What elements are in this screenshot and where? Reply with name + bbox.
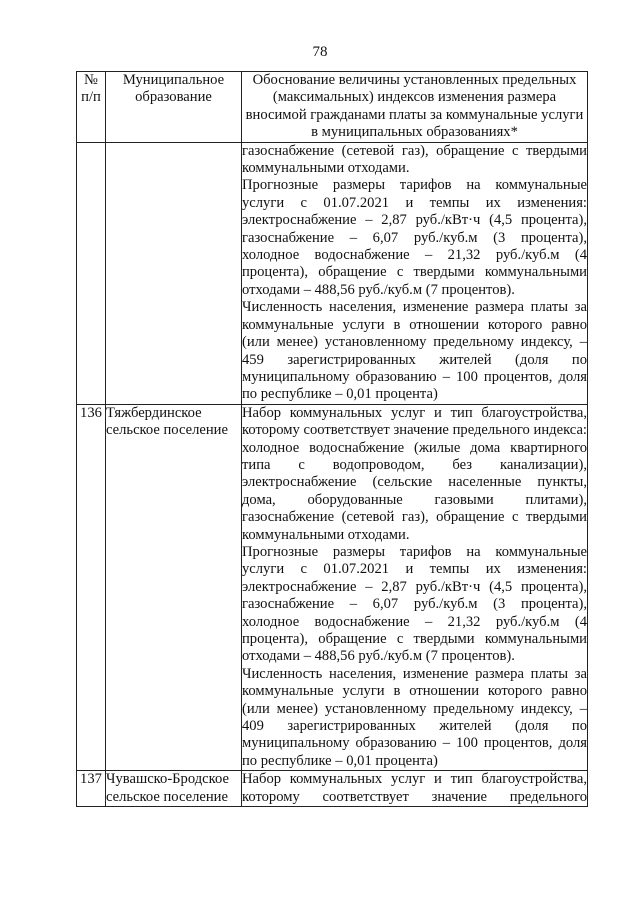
reason-paragraph: газоснабжение (сетевой газ), обращение с твердыми коммунальными отходами. [242, 142, 587, 177]
table-row [77, 404, 588, 771]
table-header-row [77, 72, 588, 143]
row-num: 136 [77, 404, 106, 771]
row-num [77, 142, 106, 404]
table-row [77, 771, 588, 807]
reason-paragraph: Прогнозные размеры тарифов на коммунальные услуги с 01.07.2021 и темпы их изменения: электроснабжение – 2,87 руб./кВт·ч (4,5 процента), газоснабжение – 6,07 руб./куб.м (3 процента), холодное водоснабжение – 21,32 руб./куб.м (4 процента), обращение с твердыми коммунальными отходами – 488,56 руб./куб.м (7 процентов). [242, 177, 587, 298]
row-municipality: Тяжбердинское сельское поселение [106, 404, 242, 771]
page-number: 78 [312, 44, 328, 60]
row-municipality [106, 142, 242, 404]
row-num: 137 [77, 771, 106, 807]
header-num: № п/п [77, 72, 106, 143]
reason-paragraph: Численность населения, изменение размера платы за коммунальные услуги в отношении которого равно (или менее) установленному предельному индексу, – 459 зарегистрированных жителей (доля по муниципальному образованию – 100 процентов, доля по республике – 0,01 процента) [242, 299, 587, 403]
row-reason [242, 404, 588, 771]
reason-paragraph: Численность населения, изменение размера платы за коммунальные услуги в отношении которого равно (или менее) установленному предельному индексу, – 409 зарегистрированных жителей (доля по муниципальному образованию – 100 процентов, доля по республике – 0,01 процента) [242, 665, 587, 769]
table-row [77, 142, 588, 404]
row-reason [242, 771, 588, 807]
row-municipality: Чувашско-Бродское сельское поселение [106, 771, 242, 807]
header-municipality: Муниципальное образование [106, 72, 242, 143]
reason-paragraph: Набор коммунальных услуг и тип благоустройства, которому соответствует значение предельного индекса: холодное водоснабжение (жилые дома квартирного типа с водопроводом, без канализации), электроснабжение (сельские населенные пункты, дома, оборудованные газовыми плитами), газоснабжение (сетевой газ), обращение с твердыми коммунальными отходами. [242, 404, 587, 543]
reason-paragraph: Набор коммунальных услуг и тип благоустройства, которому соответствует значение предельного [242, 771, 587, 805]
reason-paragraph: Прогнозные размеры тарифов на коммунальные услуги с 01.07.2021 и темпы их изменения: электроснабжение – 2,87 руб./кВт·ч (4,5 процента), газоснабжение – 6,07 руб./куб.м (3 процента), холодное водоснабжение – 21,32 руб./куб.м (4 процента), обращение с твердыми коммунальными отходами – 488,56 руб./куб.м (7 процентов). [242, 543, 587, 665]
tariff-index-table [76, 71, 588, 807]
header-reason: Обоснование величины установленных предельных (максимальных) индексов изменения размера вносимой гражданами платы за коммунальные услуги в муниципальных образованиях* [242, 72, 588, 143]
row-reason [242, 142, 588, 404]
